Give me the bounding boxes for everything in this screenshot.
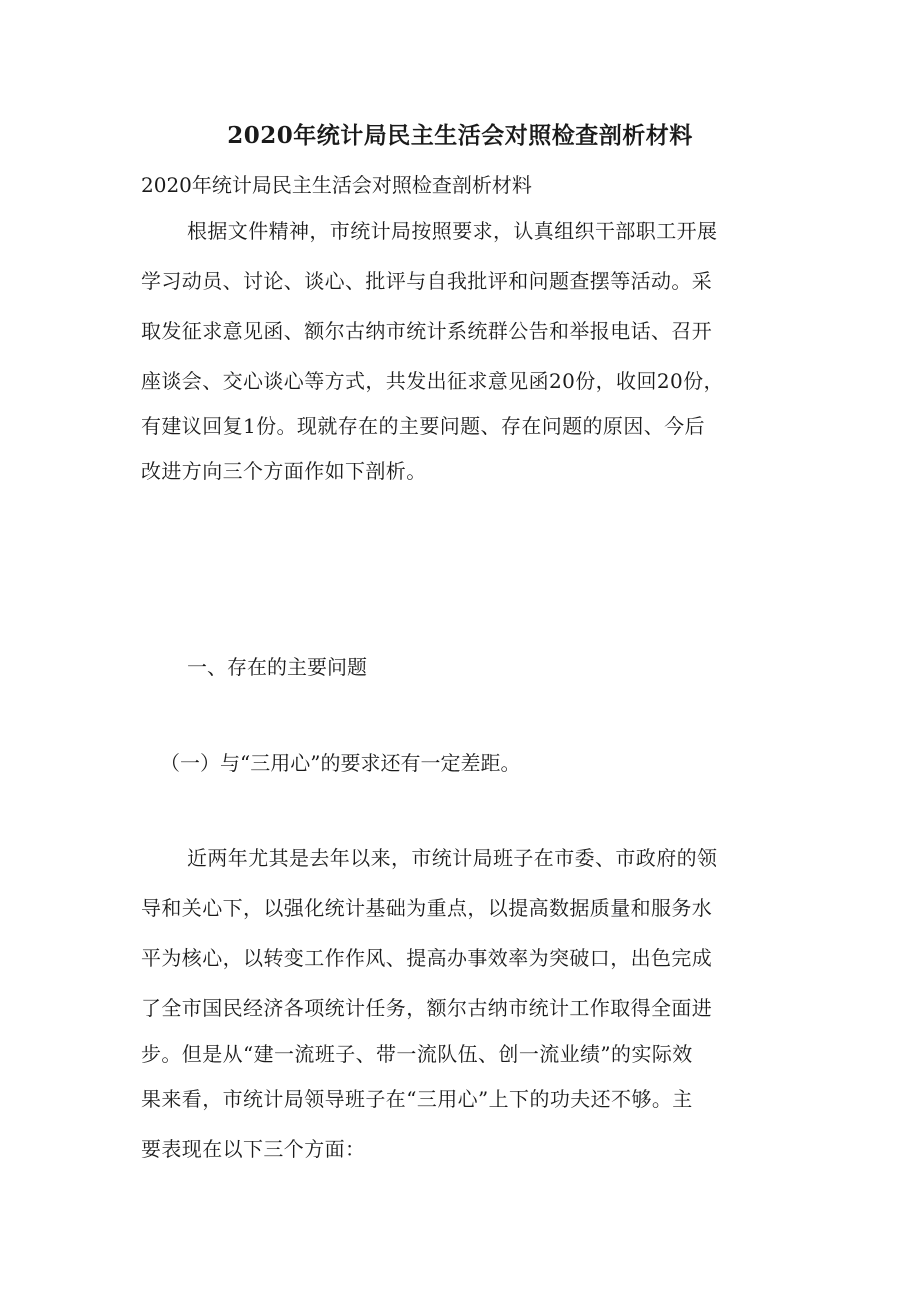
paragraph-line: 导和关心下，以强化统计基础为重点，以提高数据质量和服务水	[141, 896, 713, 920]
paragraph-line: 果来看，市统计局领导班子在“三用心”上下的功夫还不够。主	[141, 1087, 693, 1111]
paragraph-line: 根据文件精神，市统计局按照要求，认真组织干部职工开展	[187, 219, 718, 243]
paragraph-line: 座谈会、交心谈心等方式，共发出征求意见函20份，收回20份，	[141, 369, 724, 393]
paragraph-line: 要表现在以下三个方面：	[141, 1137, 366, 1161]
paragraph-line: 有建议回复1份。现就存在的主要问题、存在问题的原因、今后	[141, 414, 705, 438]
paragraph-line: 近两年尤其是去年以来，市统计局班子在市委、市政府的领	[187, 846, 718, 870]
paragraph-line: 学习动员、讨论、谈心、批评与自我批评和问题查摆等活动。采	[141, 269, 713, 293]
document-subtitle: 2020年统计局民主生活会对照检查剖析材料	[141, 173, 532, 197]
paragraph-line: 了全市国民经济各项统计任务，额尔古纳市统计工作取得全面进	[141, 996, 713, 1020]
paragraph-line: 步。但是从“建一流班子、带一流队伍、创一流业绩”的实际效	[141, 1042, 693, 1066]
section-heading: 一、存在的主要问题	[187, 655, 367, 679]
paragraph-line: 改进方向三个方面作如下剖析。	[141, 459, 427, 483]
document-title: 2020年统计局民主生活会对照检查剖析材料	[227, 122, 693, 149]
paragraph-line: 平为核心，以转变工作作风、提高办事效率为突破口，出色完成	[141, 946, 713, 970]
paragraph-line: 取发征求意见函、额尔古纳市统计系统群公告和举报电话、召开	[141, 319, 713, 343]
subsection-heading: （一）与“三用心”的要求还有一定差距。	[160, 751, 521, 775]
